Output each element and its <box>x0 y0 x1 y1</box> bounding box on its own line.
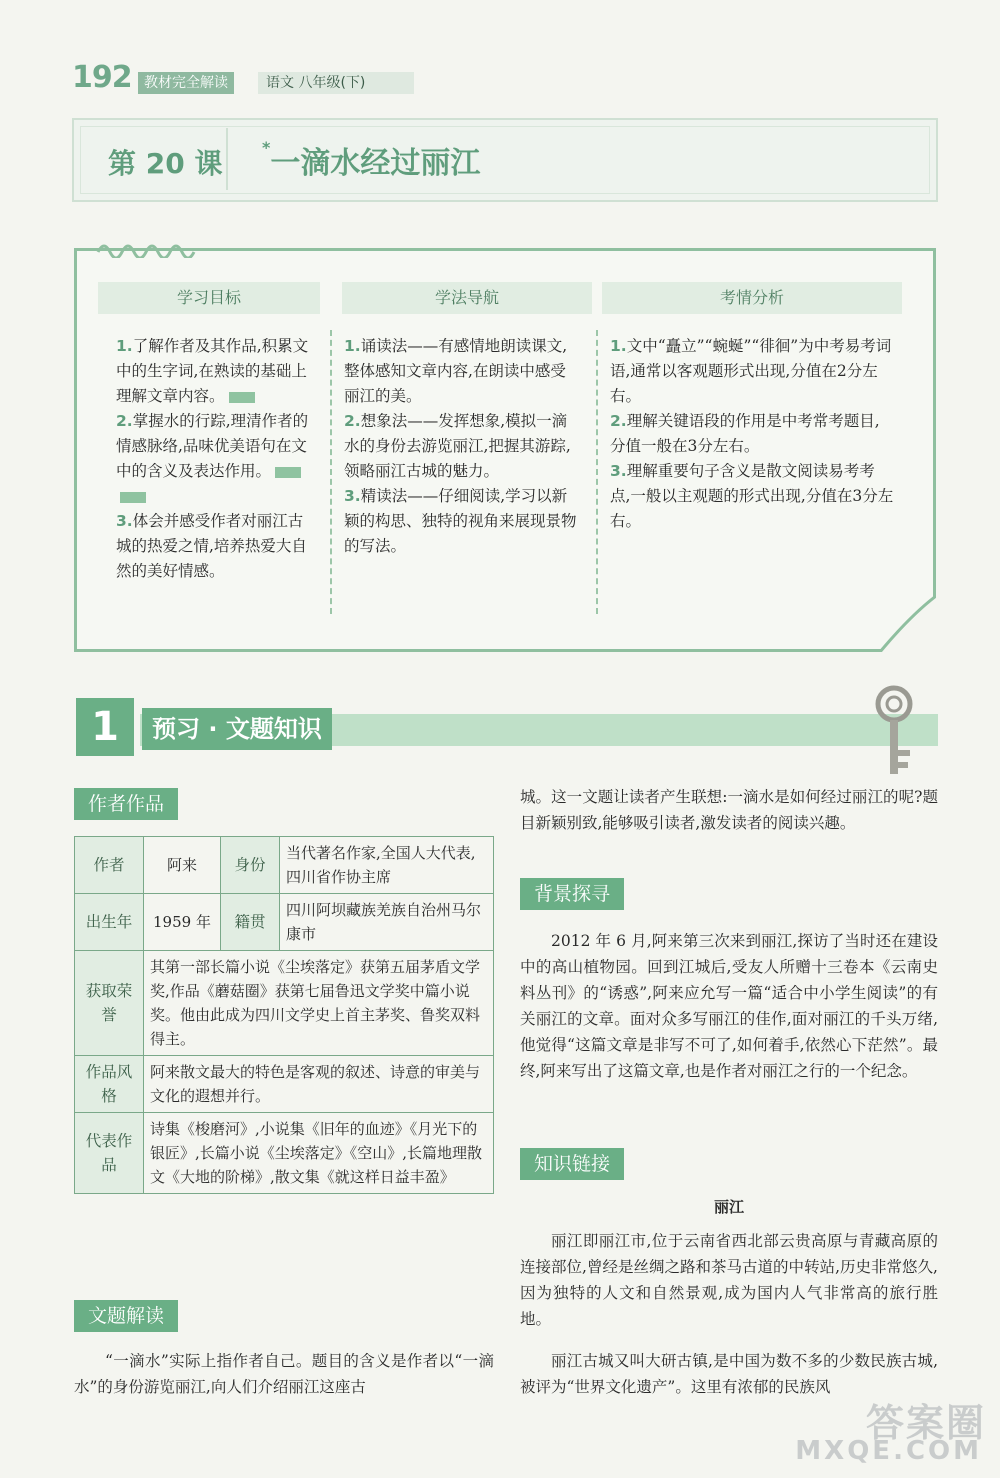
tag-marker-icon <box>275 467 301 478</box>
author-info-table <box>74 836 494 1194</box>
list-item: 2.理解关键语段的作用是中考常考题目,分值一般在3分左右。 <box>610 412 880 455</box>
optional-mark: * <box>262 138 271 157</box>
list-item: 1.诵读法——有感情地朗读课文,整体感知文章内容,在朗读中感受丽江的美。 <box>344 337 568 405</box>
lesson-title <box>262 138 480 182</box>
subject-grade-label: 语文 八年级(下) <box>258 72 414 94</box>
col-heading-methods: 学法导航 <box>342 282 592 314</box>
table-row: 获取荣誉 其第一部长篇小说《尘埃落定》获第五届茅盾文学奖,作品《蘑菇圈》获第七届鲁迅文学奖中篇小说奖。他由此成为四川文学史上首主茅奖、鲁奖双料得主。 <box>75 951 494 1056</box>
table-row: 代表作品 诗集《梭磨河》,小说集《旧年的血迹》《月光下的银匠》,长篇小说《尘埃落定》《空山》,长篇地理散文《大地的阶梯》,散文集《就这样日益丰盈》 <box>75 1113 494 1194</box>
table-row: 作品风格 阿来散文最大的特色是客观的叙述、诗意的审美与文化的遐想并行。 <box>75 1056 494 1113</box>
title-divider <box>226 128 228 190</box>
knowledge-link-tag: 知识链接 <box>520 1148 624 1180</box>
col-heading-goals: 学习目标 <box>98 282 320 314</box>
author-works-tag: 作者作品 <box>74 788 178 820</box>
list-item: 2.掌握水的行踪,理清作者的情感脉络,品味优美语句在文中的含义及表达作用。 <box>116 409 316 509</box>
table-row: 作者 阿来 身份 当代著名作家,全国人大代表,四川省作协主席 <box>75 837 494 894</box>
tag-marker-icon <box>229 392 255 403</box>
title-reading-text: “一滴水”实际上指作者自己。题目的含义是作者以“一滴水”的身份游览丽江,向人们介绍丽江这座古 <box>74 1352 494 1396</box>
knowledge-paragraph-1: 丽江即丽江市,位于云南省西北部云贵高原与青藏高原的连接部位,曾经是丝绸之路和茶马古道的中转站,历史非常悠久,因为独特的人文和自然景观,成为国内人气非常高的旅行胜地。 <box>520 1232 938 1328</box>
list-item: 3.体会并感受作者对丽江古城的热爱之情,培养热爱大自然的美好情感。 <box>116 512 307 580</box>
watermark-url: MXQE.COM <box>795 1436 982 1466</box>
column-divider <box>330 330 332 614</box>
list-item: 1.文中“矗立”“蜿蜒”“徘徊”为中考易考词语,通常以客观题形式出现,分值在2分左右。 <box>610 337 892 405</box>
page-number: 192 <box>72 60 132 95</box>
knowledge-paragraph-2: 丽江古城又叫大研古镇,是中国为数不多的少数民族古城,被评为“世界文化遗产”。这里有浓郁的民族风 <box>520 1352 938 1396</box>
title-reading-tag: 文题解读 <box>74 1300 178 1332</box>
lesson-title-text: 一滴水经过丽江 <box>270 146 481 181</box>
goals-list <box>116 334 316 584</box>
column-divider <box>596 330 598 614</box>
watermark-logo: 答案圈 <box>865 1401 986 1445</box>
list-item: 3.精读法——仔细阅读,学习以新颖的构思、独特的视角来展现景物的写法。 <box>344 487 577 555</box>
tag-marker-icon <box>120 492 146 503</box>
background-text: 2012 年 6 月,阿来第三次来到丽江,探访了当时还在建设中的高山植物园。回到江城后,受友人所赠十三卷本《云南史料丛刊》的“诱惑”,阿来应允写一篇“适合中小学生阅读”的有关丽江的文章。面对众多写丽江的佳作,面对丽江的千头万绪,他觉得“这篇文章是非写不可了,如何着手,依然心下茫然”。最终,阿来写出了这篇文章,也是作者对丽江之行的一个纪念。 <box>520 932 938 1080</box>
list-item: 2.想象法——发挥想象,模拟一滴水的身份去游览丽江,把握其游踪,领略丽江古城的魅力。 <box>344 412 571 480</box>
exam-analysis-list <box>610 334 894 534</box>
methods-list <box>344 334 580 559</box>
key-icon <box>868 684 924 780</box>
page-curl-icon <box>880 596 936 652</box>
knowledge-subtitle: 丽江 <box>713 1198 744 1216</box>
title-reading-continued: 城。这一文题让读者产生联想:一滴水是如何经过丽江的呢?题目新颖别致,能够吸引读者,激发读者的阅读兴趣。 <box>520 788 938 832</box>
wave-decoration-icon <box>96 240 206 258</box>
list-item: 1.了解作者及其作品,积累文中的生字词,在熟读的基础上理解文章内容。 <box>116 337 309 405</box>
section-title: 预习 · 文题知识 <box>142 708 332 750</box>
background-tag: 背景探寻 <box>520 878 624 910</box>
list-item: 3.理解重要句子含义是散文阅读易考考点,一般以主观题的形式出现,分值在3分左右。 <box>610 462 894 530</box>
section-number: 1 <box>76 698 134 756</box>
table-row: 出生年 1959 年 籍贯 四川阿坝藏族羌族自治州马尔康市 <box>75 894 494 951</box>
book-series-label: 教材完全解读 <box>138 72 234 94</box>
lesson-number: 第 20 课 <box>108 147 223 180</box>
col-heading-exam: 考情分析 <box>602 282 902 314</box>
